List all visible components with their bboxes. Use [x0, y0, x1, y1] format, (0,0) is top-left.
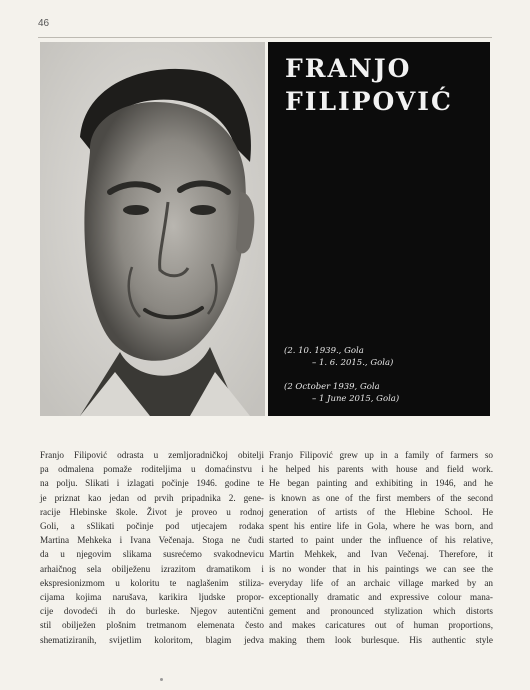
page-number: 46	[38, 18, 50, 29]
text-line: Goli, a sSlikati počinje pod utjecajem rodaka	[40, 521, 264, 532]
artist-last-name: FILIPOVIĆ	[285, 87, 453, 116]
text-line: na polju. Slikati i izlagati počinje 1946. godine te	[40, 478, 264, 489]
text-line: Martin Mehkek, and Ivan Večenaj. Therefore, it	[269, 549, 493, 560]
croatian-text-column	[40, 448, 264, 647]
text-line: started to paint under the influence of his relative,	[269, 535, 493, 546]
text-line: spent his entire life in Gola, where he was born, and	[269, 521, 493, 532]
text-line: stil obilježen plošnim tretmanom elemenata često	[40, 620, 264, 631]
text-line: shematiziranih, svijetlim koloritom, blagim jedva	[40, 634, 264, 645]
text-line: making them look burlesque. His authentic style	[269, 634, 493, 645]
text-line: is known as one of the first members of the second	[269, 492, 493, 503]
text-line: He began painting and exhibiting in 1946, and he	[269, 478, 493, 489]
text-line: je priznat kao jedan od prvih pripadnika 2. gene-	[40, 492, 264, 503]
text-line: arhaičnog sela obilježenu izrazitom dramatikom i	[40, 563, 264, 574]
text-line: Franjo Filipović odrasta u zemljoradničkoj obitelji	[40, 450, 264, 460]
dates-croatian-line-1: (2. 10. 1939., Gola	[284, 346, 364, 356]
portrait-photo	[40, 42, 265, 416]
text-line: generation of artists of the Hlebine School. He	[269, 506, 493, 517]
dates-english-line-1: (2 October 1939, Gola	[284, 382, 380, 392]
title-block	[268, 42, 490, 416]
text-line: exceptionally dramatic and expressive colour mana-	[269, 592, 493, 603]
text-line: is no wonder that in his paintings we can see the	[269, 563, 493, 574]
text-line: cijama kojima narušava, karikira ljudske propor-	[40, 592, 264, 603]
text-line: ekspresionizmom u koloritu te naglašenim stiliza-	[40, 577, 264, 588]
text-line: pa odmalena pomaže roditeljima u domaćinstvu i	[40, 464, 264, 475]
dates-english-line-2: – 1 June 2015, Gola)	[312, 394, 400, 404]
header-rule	[38, 37, 492, 38]
text-line: Martina Mehkeka i Ivana Večenaja. Stoga ne čudi	[40, 535, 264, 546]
text-line: Franjo Filipović grew up in a family of farmers so	[269, 450, 493, 460]
text-line: cije dovodeći ih do burleske. Njegov autentični	[40, 606, 264, 617]
dates-croatian-line-2: – 1. 6. 2015., Gola)	[312, 358, 394, 368]
text-line: and makes caricatures out of human proportions,	[269, 620, 493, 631]
text-line: he helped his parents with house and field work.	[269, 464, 493, 475]
english-text-column	[269, 448, 493, 647]
text-line: racije Hlebinske škole. Život je proveo u rodnoj	[40, 506, 264, 517]
text-line: da u njegovim slikama susrećemo svakodnevicu	[40, 549, 264, 560]
page-dot	[160, 678, 163, 681]
artist-first-name: FRANJO	[285, 54, 412, 83]
text-line: everyday life of an archaic village marked by an	[269, 577, 493, 588]
text-line: gement and pronounced stylization which distorts	[269, 606, 493, 617]
